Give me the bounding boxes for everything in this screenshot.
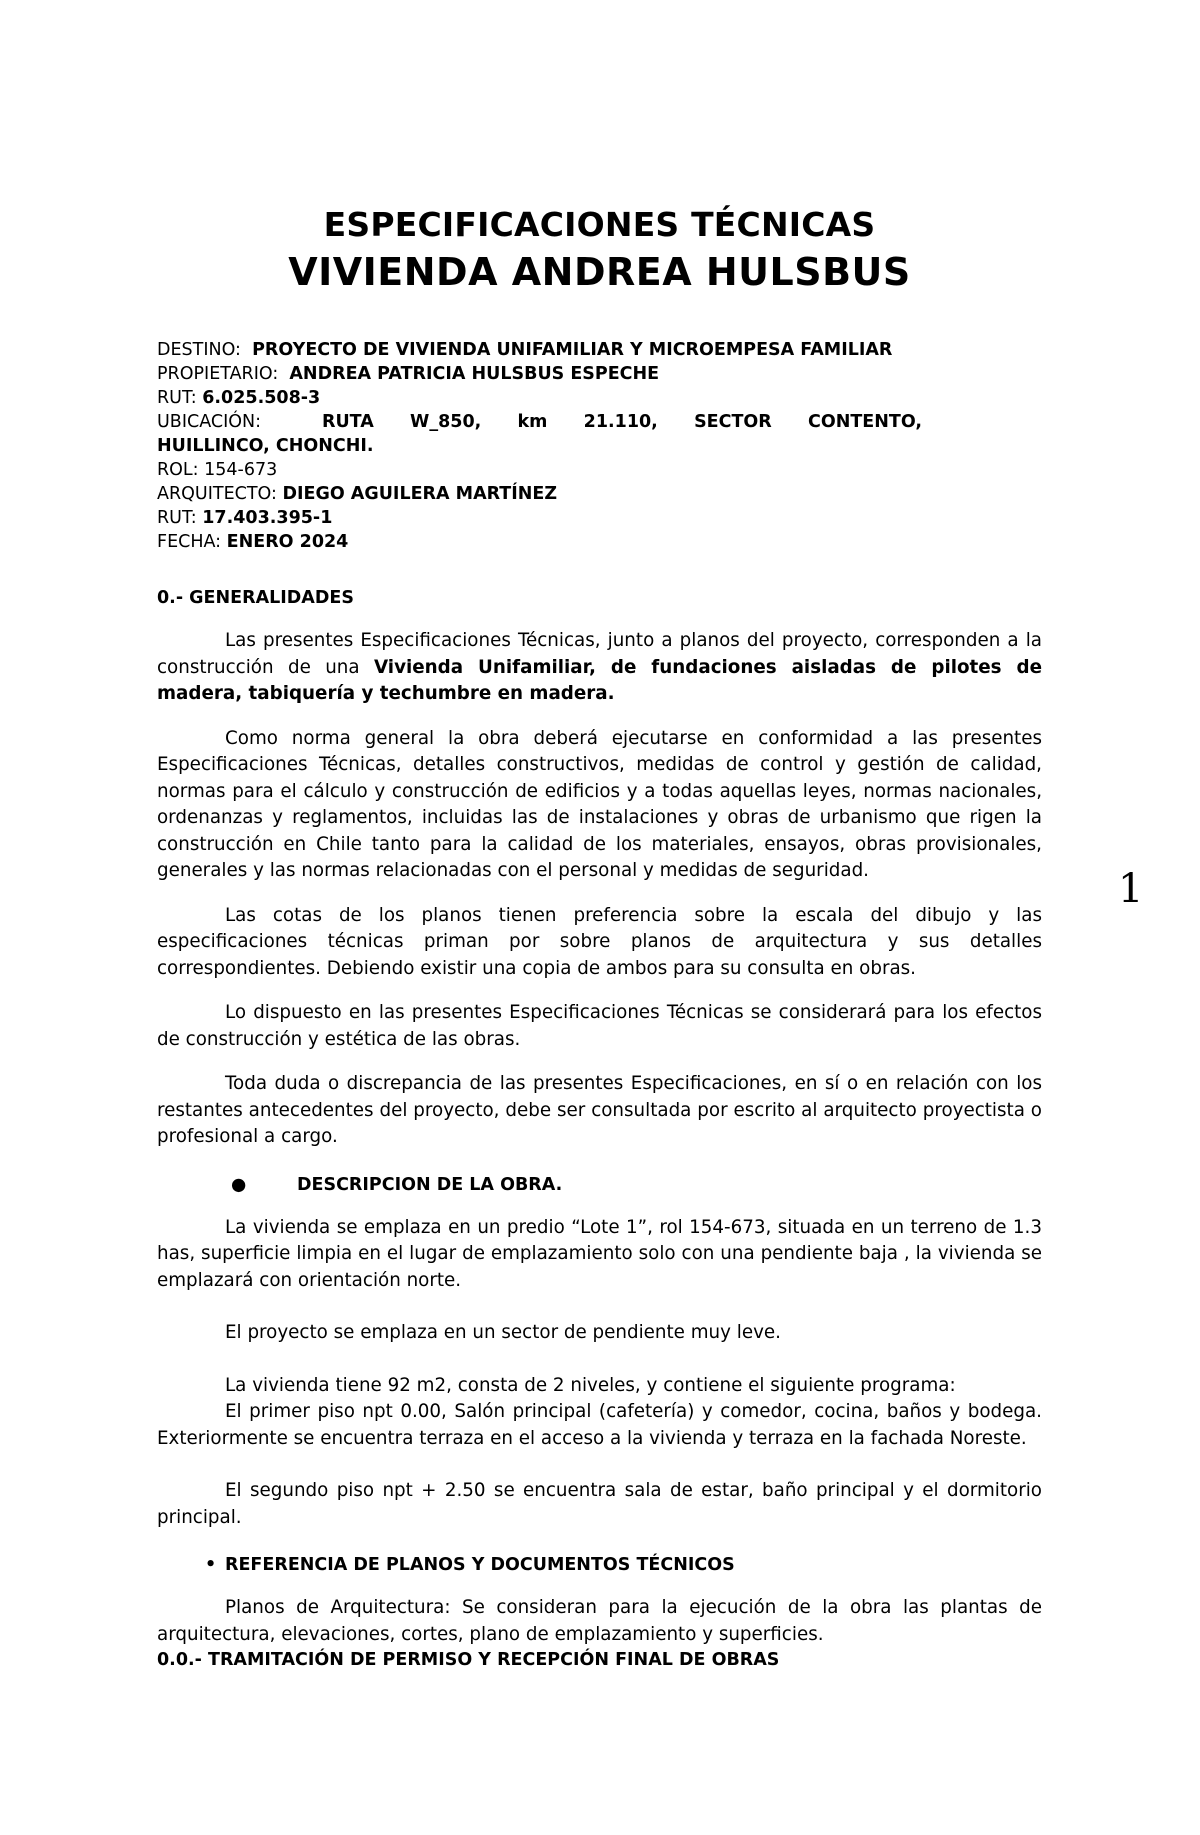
meta-destino: DESTINO: PROYECTO DE VIVIENDA UNIFAMILIAR Y MICROEMPESA FAMILIAR bbox=[157, 340, 893, 360]
paragraph-cotas: Las cotas de los planos tienen preferencia sobre la escala del dibujo y las especificaciones técnicas priman por sobre planos de arquitectura y sus detalles correspondientes. Debiendo existir una copia de ambos para su consulta en obras. bbox=[157, 904, 1042, 979]
bullet-icon: • bbox=[205, 1555, 217, 1575]
meta-fecha: FECHA: ENERO 2024 bbox=[157, 532, 349, 552]
meta-ubicacion: UBICACIÓN: RUTA W_850, km 21.110, SECTOR CONTENTO, bbox=[157, 412, 922, 432]
meta-rol: ROL: 154-673 bbox=[157, 460, 278, 480]
meta-ubicacion-cont: HUILLINCO, CHONCHI. bbox=[157, 436, 374, 456]
section-heading-tramitacion: 0.0.- TRAMITACIÓN DE PERMISO Y RECEPCIÓN FINAL DE OBRAS bbox=[157, 1650, 780, 1670]
meta-arquitecto: ARQUITECTO: DIEGO AGUILERA MARTÍNEZ bbox=[157, 484, 558, 504]
bullet-descripcion-obra: ● DESCRIPCION DE LA OBRA. bbox=[157, 1175, 1042, 1195]
paragraph-planos-arquitectura: Planos de Arquitectura: Se consideran para la ejecución de la obra las plantas de arquitectura, elevaciones, cortes, plano de emplazamiento y superficies. bbox=[157, 1597, 1042, 1645]
document-page bbox=[157, 205, 1042, 1670]
meta-propietario: PROPIETARIO: ANDREA PATRICIA HULSBUS ESPECHE bbox=[157, 364, 660, 384]
bullet-icon: ● bbox=[231, 1174, 247, 1195]
page-number: 1 bbox=[1118, 866, 1144, 912]
paragraph-programa: La vivienda tiene 92 m2, consta de 2 niveles, y contiene el siguiente programa: bbox=[225, 1374, 956, 1396]
document-subtitle: VIVIENDA ANDREA HULSBUS bbox=[288, 250, 911, 294]
paragraph-dispuesto: Lo dispuesto en las presentes Especificaciones Técnicas se considerará para los efectos de construcción y estética de las obras. bbox=[157, 1002, 1042, 1050]
paragraph-pendiente: El proyecto se emplaza en un sector de pendiente muy leve. bbox=[225, 1322, 781, 1343]
paragraph-normas: Como norma general la obra deberá ejecutarse en conformidad a las presentes Especificaciones Técnicas, detalles constructivos, medidas de control y gestión de calidad, normas para el cálculo y construcción de edificios y a todas aquellas leyes, normas nacionales, ordenanzas y reglamentos, incluidas las de instalaciones y obras de urbanismo que rigen la construcción en Chile tanto para la calidad de los materiales, ensayos, obras provisionales, generales y las normas relacionadas con el personal y medidas de seguridad. bbox=[157, 727, 1042, 881]
meta-rut-arquitecto: RUT: 17.403.395-1 bbox=[157, 508, 333, 528]
section-heading-generalidades: 0.- GENERALIDADES bbox=[157, 588, 354, 608]
paragraph-dudas: Toda duda o discrepancia de las presentes Especificaciones, en sí o en relación con los restantes antecedentes del proyecto, debe ser consultada por escrito al arquitecto proyectista o profesional a cargo. bbox=[157, 1073, 1042, 1147]
paragraph-primer-piso: El primer piso npt 0.00, Salón principal (cafetería) y comedor, cocina, baños y bodega. Exteriormente se encuentra terraza en el acceso a la vivienda y terraza en la fachada Noreste. bbox=[157, 1401, 1042, 1449]
paragraph-intro: Las presentes Especificaciones Técnicas, junto a planos del proyecto, corresponden a la construcción de una Vivienda Unifamiliar, de fundaciones aisladas de pilotes de madera, tabiquería y techumbre en madera. bbox=[157, 630, 1042, 704]
meta-rut-propietario: RUT: 6.025.508-3 bbox=[157, 388, 321, 408]
project-metadata bbox=[157, 338, 1042, 554]
paragraph-segundo-piso: El segundo piso npt + 2.50 se encuentra sala de estar, baño principal y el dormitorio principal. bbox=[157, 1480, 1042, 1528]
bullet-referencia-planos: • REFERENCIA DE PLANOS Y DOCUMENTOS TÉCNICOS bbox=[157, 1555, 1042, 1575]
paragraph-emplazamiento: La vivienda se emplaza en un predio “Lote 1”, rol 154-673, situada en un terreno de 1.3 has, superficie limpia en el lugar de emplazamiento solo con una pendiente baja , la vivienda se emplazará con orientación norte. bbox=[157, 1216, 1042, 1291]
document-title: ESPECIFICACIONES TÉCNICAS bbox=[323, 205, 876, 244]
